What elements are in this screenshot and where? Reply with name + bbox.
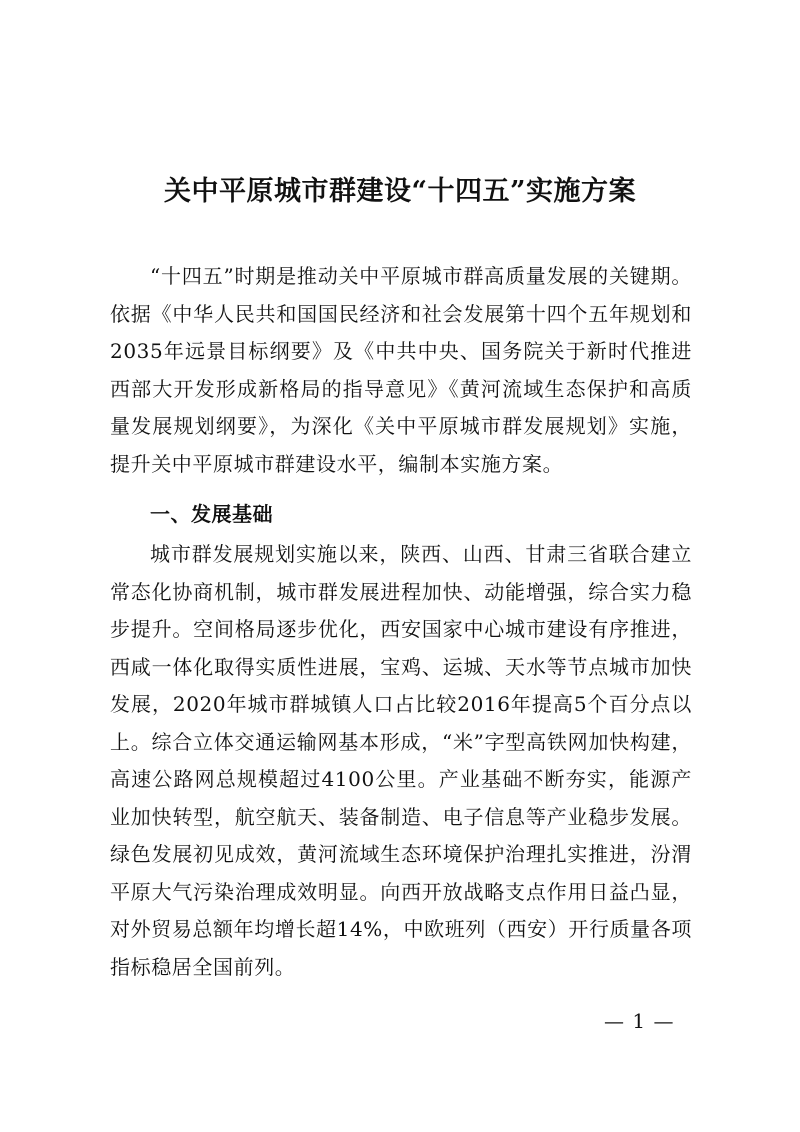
section-paragraph: 城市群发展规划实施以来，陕西、山西、甘肃三省联合建立常态化协商机制，城市群发展进程加快、动能增强，综合实力稳步提升。空间格局逐步优化，西安国家中心城市建设有序推进，西咸一体化取得实质性进展，宝鸡、运城、天水等节点城市加快发展，2020年城市群城镇人口占比较2016年提高5个百分点以上。综合立体交通运输网基本形成，“米”字型高铁网加快构建，高速公路网总规模超过4100公里。产业基础不断夯实，能源产业加快转型，航空航天、装备制造、电子信息等产业稳步发展。绿色发展初见成效，黄河流域生态环境保护治理扎实推进，汾渭平原大气污染治理成效明显。向西开放战略支点作用日益凸显，对外贸易总额年均增长超14%，中欧班列（西安）开行质量各项指标稳居全国前列。 <box>110 542 692 979</box>
document-title: 关中平原城市群建设“十四五”实施方案 <box>163 176 637 207</box>
section-heading: 一、发展基础 <box>150 502 273 526</box>
intro-paragraph: “十四五”时期是推动关中平原城市群高质量发展的关键期。依据《中华人民共和国国民经济和社会发展第十四个五年规划和2035年远景目标纲要》及《中共中央、国务院关于新时代推进西部大开发形成新格局的指导意见》《黄河流域生态保护和高质量发展规划纲要》，为深化《关中平原城市群发展规划》实施，提升关中平原城市群建设水平，编制本实施方案。 <box>110 264 692 476</box>
page-number: — 1 — <box>604 1009 675 1033</box>
